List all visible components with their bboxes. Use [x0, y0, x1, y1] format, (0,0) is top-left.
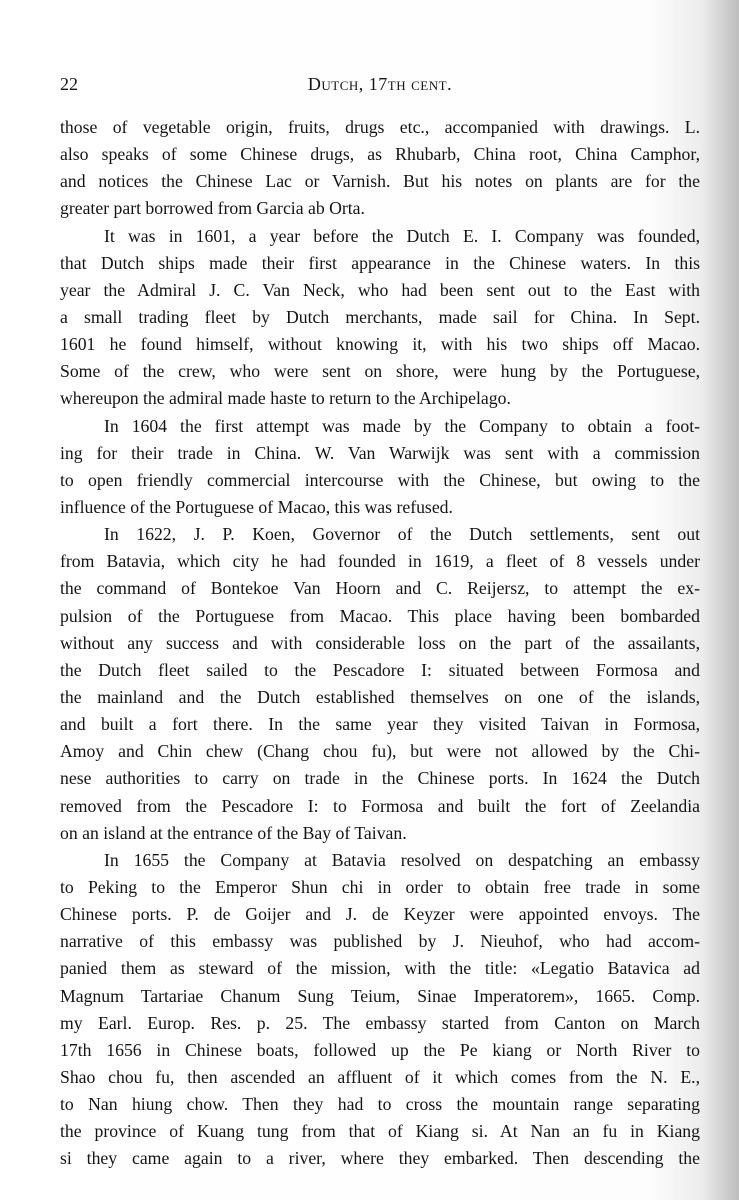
text-line: Shao chou fu, then ascended an affluent of it which comes from the N. E.,: [60, 1066, 700, 1087]
paragraph: [60, 223, 700, 413]
text-line: nese authorities to carry on trade in the Chinese ports. In 1624 the Dutch: [60, 768, 700, 789]
text-line: and built a fort there. In the same year they visited Taivan in Formosa,: [60, 714, 700, 735]
text-line: year the Admiral J. C. Van Neck, who had been sent out to the East with: [60, 279, 700, 300]
text-line: the province of Kuang tung from that of Kiang si. At Nan an fu in Kiang: [60, 1121, 700, 1142]
text-line: without any success and with considerable loss on the part of the assailants,: [60, 632, 700, 653]
page-number: 22: [60, 74, 78, 94]
text-line: narrative of this embassy was published by J. Nieuhof, who had accom-: [60, 931, 700, 952]
text-line: my Earl. Europ. Res. p. 25. The embassy started from Canton on March: [60, 1012, 700, 1033]
text-line: It was in 1601, a year before the Dutch E. I. Company was founded,: [104, 225, 700, 246]
paragraph: [60, 521, 700, 847]
text-line: si they came again to a river, where they embarked. Then descending the: [60, 1148, 700, 1169]
text-line: ing for their trade in China. W. Van Warwijk was sent with a commission: [60, 442, 700, 463]
text-line: the Dutch fleet sailed to the Pescadore I: situated between Formosa and: [60, 659, 700, 680]
text-line: Some of the crew, who were sent on shore, were hung by the Portuguese,: [60, 361, 700, 382]
text-line: panied them as steward of the mission, with the title: «Legatio Batavica ad: [60, 958, 700, 979]
paragraph: [60, 114, 700, 223]
text-line: to open friendly commercial intercourse with the Chinese, but owing to the: [60, 469, 700, 490]
text-line: greater part borrowed from Garcia ab Orta.: [60, 198, 365, 219]
text-line: and notices the Chinese Lac or Varnish. But his notes on plants are for the: [60, 171, 700, 192]
paragraph: [60, 847, 700, 1173]
text-line: those of vegetable origin, fruits, drugs etc., accompanied with drawings. L.: [60, 117, 700, 137]
text-line: a small trading fleet by Dutch merchants, made sail for China. In Sept.: [60, 306, 700, 327]
page-header: [60, 74, 700, 96]
text-line: influence of the Portuguese of Macao, this was refused.: [60, 496, 453, 517]
text-line: the command of Bontekoe Van Hoorn and C. Reijersz, to attempt the ex-: [60, 578, 700, 599]
text-line: Chinese ports. P. de Goijer and J. de Keyzer were appointed envoys. The: [60, 904, 700, 925]
text-line: 17th 1656 in Chinese boats, followed up the Pe kiang or North River to: [60, 1039, 700, 1060]
text-line: to Peking to the Emperor Shun chi in order to obtain free trade in some: [60, 876, 700, 897]
text-line: Magnum Tartariae Chanum Sung Teium, Sinae Imperatorem», 1665. Comp.: [60, 985, 700, 1006]
text-line: that Dutch ships made their first appearance in the Chinese waters. In this: [60, 252, 700, 273]
text-line: whereupon the admiral made haste to return to the Archipelago.: [60, 388, 511, 409]
text-line: to Nan hiung chow. Then they had to cross the mountain range separating: [60, 1094, 700, 1115]
text-line: also speaks of some Chinese drugs, as Rhubarb, China root, China Camphor,: [60, 144, 700, 165]
body-text: [60, 114, 700, 1172]
text-line: In 1655 the Company at Batavia resolved on despatching an embassy: [104, 849, 700, 870]
text-line: 1601 he found himself, without knowing it, with his two ships off Macao.: [60, 334, 700, 355]
text-line: removed from the Pescadore I: to Formosa and built the fort of Zeelandia: [60, 795, 700, 816]
text-line: pulsion of the Portuguese from Macao. This place having been bombarded: [60, 605, 700, 626]
text-line: Amoy and Chin chew (Chang chou fu), but were not allowed by the Chi-: [60, 741, 700, 762]
text-line: on an island at the entrance of the Bay of Taivan.: [60, 822, 407, 843]
paragraph: [60, 413, 700, 522]
text-line: the mainland and the Dutch established themselves on one of the islands,: [60, 686, 700, 707]
text-line: In 1604 the first attempt was made by the Company to obtain a foot-: [104, 415, 700, 436]
running-head: Dutch, 17th cent.: [307, 74, 453, 94]
text-line: In 1622, J. P. Koen, Governor of the Dutch settlements, sent out: [104, 524, 700, 545]
text-line: from Batavia, which city he had founded in 1619, a fleet of 8 vessels under: [60, 551, 700, 572]
